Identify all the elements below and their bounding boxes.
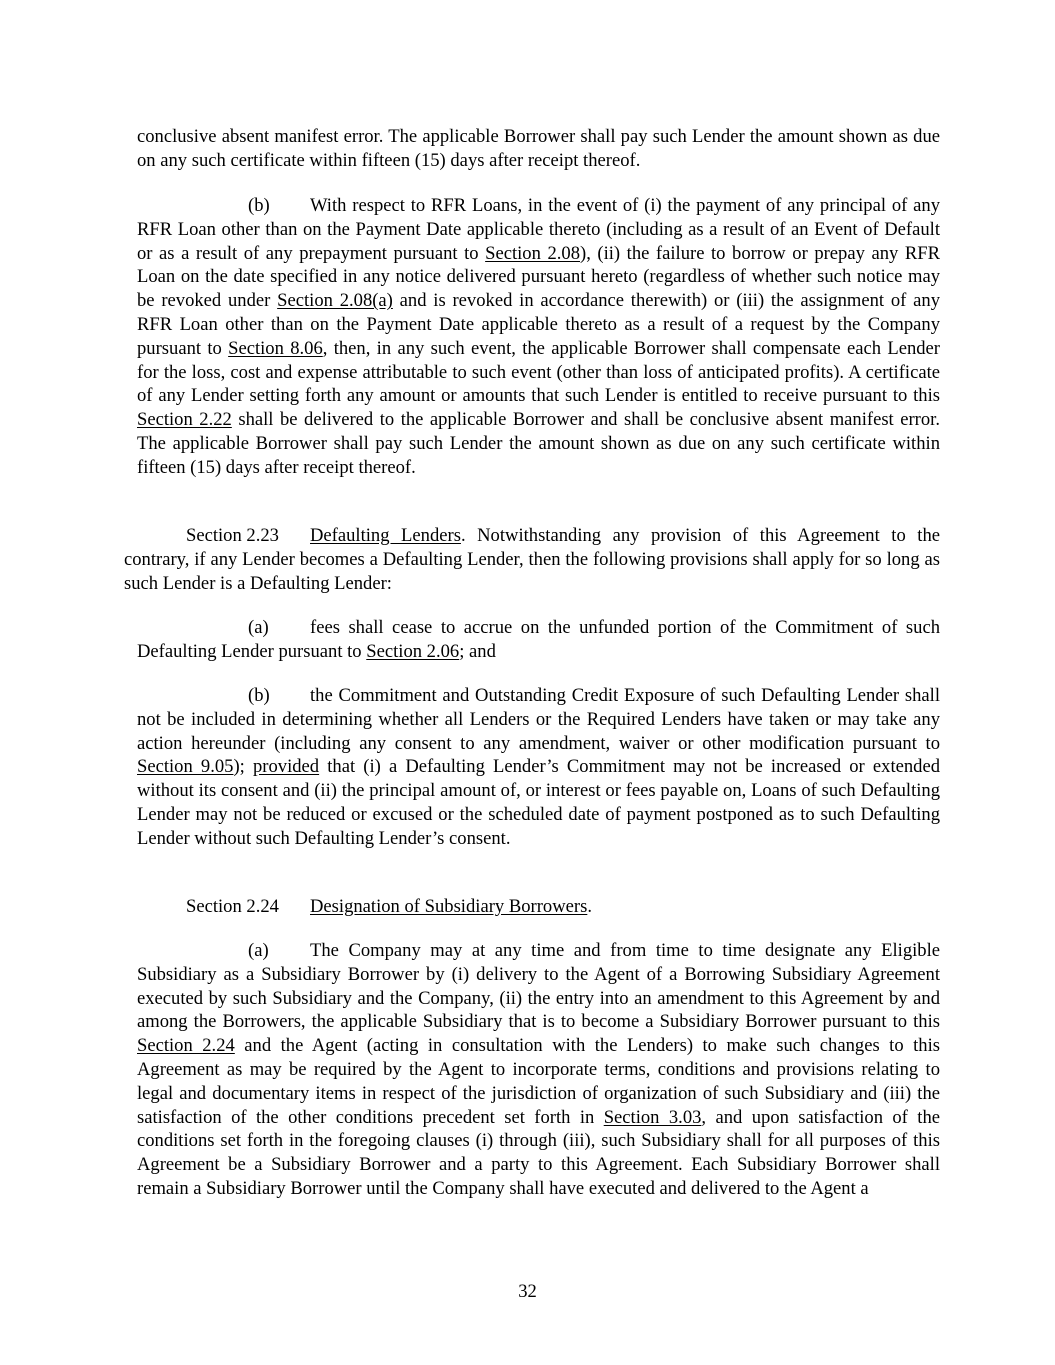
paragraph-2-23-b: (b) the Commitment and Outstanding Credit Exposure of such Defaulting Lender shall not be included in determining whether all Lenders or the Required Lenders have taken or may take any action hereunder (including any consent to any amendment, waiver or other modification pursuant to Section 9.05); provided that (i) a Defaulting Lender’s Commitment may not be increased or extended without its consent and (ii) the principal amount of, or interest or fees payable on, Loans of such Defaulting Lender may not be reduced or excused or the scheduled date of payment postponed as to such Defaulting Lender without such Defaulting Lender’s consent. bbox=[137, 685, 941, 849]
cross-reference[interactable]: Section 2.08(a) bbox=[277, 290, 393, 312]
section-number: Section 2.23 bbox=[186, 525, 279, 546]
clause-label: (b) bbox=[248, 195, 270, 216]
paragraph-2-22-b: (b) With respect to RFR Loans, in the event of (i) the payment of any principal of any RFR Loan other than on the Payment Date applicable thereto (including as a result of an Event of Default or as a result of any prepayment pursuant to Section 2.08), (ii) the failure to borrow or prepay any RFR Loan on the date specified in any notice delivered pursuant hereto (regardless of whether such notice may be revoked under Section 2.08(a) and is revoked in accordance therewith) or (iii) the assignment of any RFR Loan other than on the Payment Date applicable thereto as a result of a request by the Company pursuant to Section 8.06, then, in any such event, the applicable Borrower shall compensate each Lender for the loss, cost and expense attributable to such event (other than loss of anticipated profits). A certificate of any Lender setting forth any amount or amounts that such Lender is entitled to receive pursuant to this Section 2.22 shall be delivered to the applicable Borrower and shall be conclusive absent manifest error. The applicable Borrower shall pay such Lender the amount shown as due on any such certificate within fifteen (15) days after receipt thereof. bbox=[137, 195, 941, 478]
cross-reference[interactable]: Section 2.22 bbox=[137, 409, 232, 431]
cross-reference[interactable]: Section 2.24 bbox=[137, 1035, 235, 1057]
paragraph-2-23-a: (a) fees shall cease to accrue on the unfunded portion of the Commitment of such Defaulting Lender pursuant to Section 2.06; and bbox=[137, 617, 940, 662]
cross-reference[interactable]: Section 3.03 bbox=[603, 1106, 702, 1128]
clause-label: (a) bbox=[248, 617, 269, 638]
cross-reference[interactable]: Section 9.05 bbox=[137, 756, 234, 778]
page-number: 32 bbox=[518, 1281, 537, 1302]
clause-label: (a) bbox=[248, 940, 269, 961]
cross-reference[interactable]: Section 8.06 bbox=[228, 337, 323, 359]
proviso-term: provided bbox=[252, 756, 320, 778]
section-title: Defaulting Lenders bbox=[310, 525, 461, 546]
cross-reference[interactable]: Section 2.06 bbox=[366, 640, 460, 662]
cross-reference[interactable]: Section 2.08 bbox=[485, 242, 580, 264]
section-2-23: Section 2.23 Defaulting Lenders. Notwithstanding any provision of this Agreement to the contrary, if any Lender becomes a Defaulting Lender, then the following provisions shall apply for so long as such Lender is a Defaulting Lender: bbox=[124, 525, 940, 594]
clause-label: (b) bbox=[248, 685, 270, 706]
paragraph-2-24-a: (a) The Company may at any time and from time to time designate any Eligible Subsidiary as a Subsidiary Borrower by (i) delivery to the Agent of a Borrowing Subsidiary Agreement executed by such Subsidiary and the Company, (ii) the entry into an amendment to this Agreement by and among the Borrowers, the applicable Subsidiary that is to become a Subsidiary Borrower pursuant to this Section 2.24 and the Agent (acting in consultation with the Lenders) to make such changes to this Agreement as may be required by the Agent to incorporate terms, conditions and provisions relating to legal and documentary items in respect of the jurisdiction of organization of such Subsidiary and (iii) the satisfaction of the other conditions precedent set forth in Section 3.03, and upon satisfaction of the conditions set forth in the foregoing clauses (i) through (iii), such Subsidiary shall for all purposes of this Agreement be a Subsidiary Borrower and a party to this Agreement. Each Subsidiary Borrower shall remain a Subsidiary Borrower until the Company shall have executed and delivered to the Agent a bbox=[137, 940, 940, 1199]
section-title: Designation of Subsidiary Borrowers bbox=[310, 896, 588, 917]
section-number: Section 2.24 bbox=[186, 896, 279, 917]
paragraph-continuation: conclusive absent manifest error. The applicable Borrower shall pay such Lender the amount shown as due on any such certificate within fifteen (15) days after receipt thereof. bbox=[137, 126, 940, 171]
section-2-24: Section 2.24 Designation of Subsidiary Borrowers. bbox=[186, 896, 592, 917]
